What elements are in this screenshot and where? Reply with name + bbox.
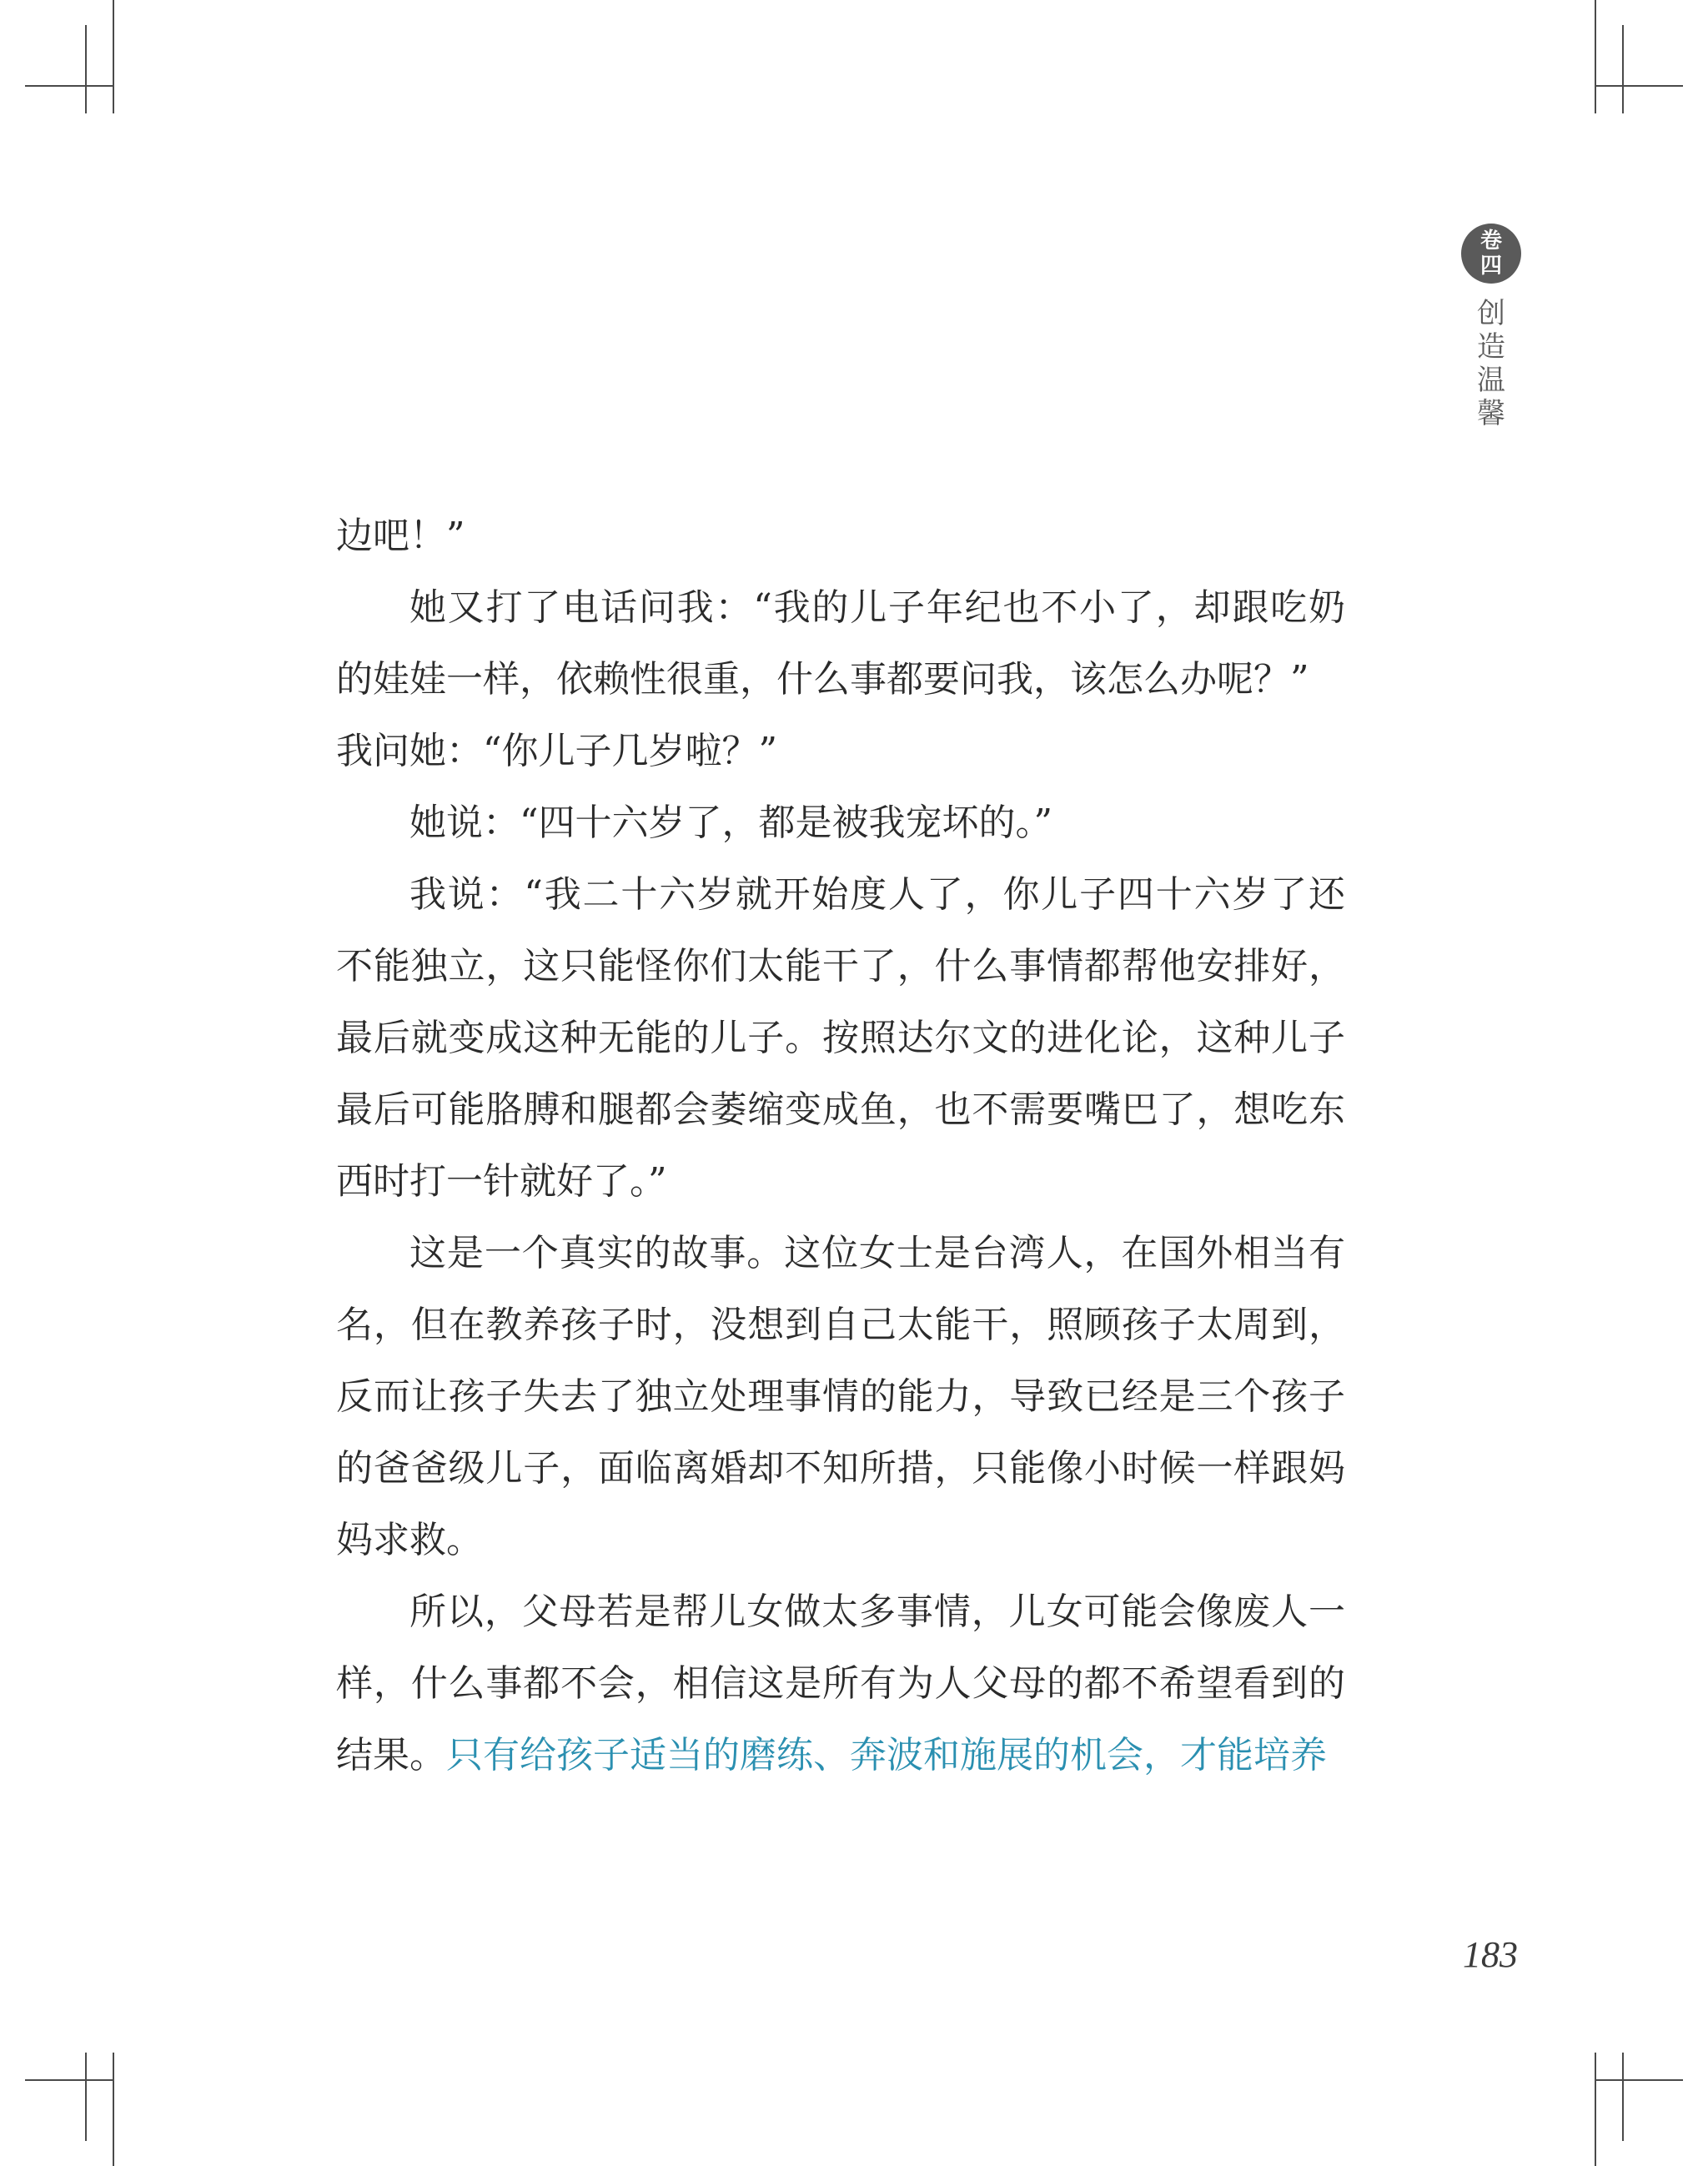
paragraph-text: 所以，父母若是帮儿女做太多事情，儿女可能会像废人一样，什么事都不会，相信这是所有为人父母的都不希望看到的结果。	[336, 1591, 1345, 1777]
chapter-badge	[1461, 224, 1521, 284]
chapter-badge-line2: 四	[1479, 254, 1502, 279]
paragraph: 我问她：“你儿子几岁啦？”	[336, 730, 777, 772]
paragraph: 边吧！”	[336, 515, 465, 557]
crop-mark-top-left-v	[113, 0, 114, 113]
crop-mark-bottom-right-h	[1595, 2079, 1683, 2081]
paragraph: 这是一个真实的故事。这位女士是台湾人，在国外相当有名，但在教养孩子时，没想到自己太能干，照顾孩子太周到，反而让孩子失去了独立处理事情的能力，导致已经是三个孩子的爸爸级儿子，面临离婚却不知所措，只能像小时候一样跟妈妈求救。	[336, 1232, 1345, 1561]
crop-mark-top-left-h	[25, 85, 113, 87]
crop-mark-top-left-v2	[85, 25, 87, 113]
page-number: 183	[1463, 1934, 1518, 1975]
paragraph: 我说：“我二十六岁就开始度人了，你儿子四十六岁了还不能独立，这只能怪你们太能干了，什么事情都帮他安排好，最后就变成这种无能的儿子。按照达尔文的进化论，这种儿子最后可能胳膊和腿都会萎缩变成鱼，也不需要嘴巴了，想吃东西时打一针就好了。”	[336, 873, 1345, 1203]
paragraph: 她又打了电话问我：“我的儿子年纪也不小了，却跟吃奶的娃娃一样，依赖性很重，什么事都要问我，该怎么办呢？”	[336, 586, 1345, 701]
highlighted-text: 只有给孩子适当的磨练、奔波和施展的机会，才能培养	[446, 1734, 1327, 1777]
paragraph-last	[336, 1576, 1345, 1792]
crop-mark-bottom-left-v	[113, 2053, 114, 2166]
crop-mark-top-right-v	[1595, 0, 1596, 113]
paragraph: 她说：“四十六岁了，都是被我宠坏的。”	[409, 802, 1052, 844]
crop-mark-top-right-h	[1595, 85, 1683, 87]
body-text	[336, 500, 1345, 1792]
crop-mark-bottom-right-v	[1595, 2053, 1596, 2166]
crop-mark-bottom-left-h	[25, 2079, 113, 2081]
crop-mark-bottom-right-v2	[1622, 2053, 1624, 2141]
chapter-badge-line1: 卷	[1479, 229, 1502, 254]
crop-mark-top-right-v2	[1622, 25, 1624, 113]
chapter-title: 创造温馨	[1477, 297, 1505, 430]
crop-mark-bottom-left-v2	[85, 2053, 87, 2141]
